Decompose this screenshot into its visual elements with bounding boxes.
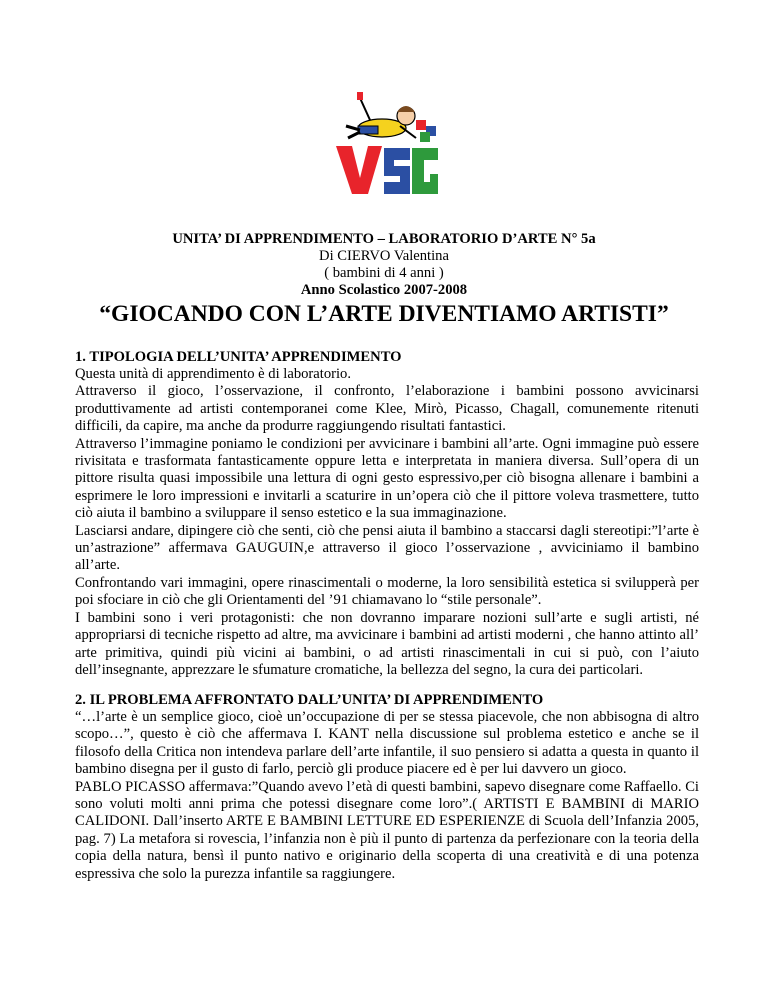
main-title: “GIOCANDO CON L’ARTE DIVENTIAMO ARTISTI” [99, 301, 669, 327]
paragraph: Questa unità di apprendimento è di laboratorio. [75, 366, 351, 382]
paragraph: PABLO PICASSO affermava:”Quando avevo l’età di questi bambini, sapevo disegnare come Raffaello. Ci sono voluti molti anni prima che potessi disegnare come loro”.( ARTISTI E BAMBINI di MARIO CALIDONI. Dall’inserto ARTE E BAMBINI LETTURE ED ESPERIENZE di Scuola dell’Infanzia 2005, pag. 7) La metafora si rovescia, l’infanzia non è più il punto di partenza da perfezionare con la teoria della copia della natura, bensì il punto nativo e originario della scoperta di una creatività e di una potenza espressiva che solo la purezza infantile sa raggiungere. [75, 778, 699, 882]
section-1-body [75, 366, 699, 679]
paragraph: Lasciarsi andare, dipingere ciò che senti, ciò che pensi aiuta il bambino a staccarsi dagli stereotipi:”l’arte è un’astrazione” affermava GAUGUIN,e attraverso il gioco l’osservazione , avviciniamo il bambino all’arte. [75, 522, 699, 574]
paragraph: Attraverso il gioco, l’osservazione, il confronto, l’elaborazione i bambini possono avvicinarsi produttivamente ad artisti contemporanei come Klee, Mirò, Picasso, Chagall, comunemente ritenuti difficili, da capire, ma anche da produrre raggiungendo risultati fantastici. [75, 383, 699, 435]
unit-title: UNITA’ DI APPRENDIMENTO – LABORATORIO D’ARTE N° 5a [172, 231, 596, 247]
paragraph: “…l’arte è un semplice gioco, cioè un’occupazione di per se stessa piacevole, che non abbisogna di altro scopo…”, questo è ciò che affermava I. KANT nella discussione sul problema estetico e anche se il filosofo della Critica non intendeva parlare dell’arte infantile, il suo pensiero si adatta a questa in quanto il bambino disegna per il gusto di farlo, perciò gli produce piacere ed è per lui davvero un gioco. [75, 709, 699, 778]
section-2-body [75, 709, 699, 883]
age-group-line: ( bambini di 4 anni ) [324, 265, 444, 281]
paragraph: I bambini sono i veri protagonisti: che non dovranno imparare nozioni sull’arte e sugli artisti, né appropriarsi di tecniche rispetto ad altre, ma avvicinare i bambini ad artisti moderni , che hanno attinto all’ arte primitiva, quindi più vicini ai bambini, o ad artisti rinascimentali in cui si può, con l’aiuto dell’insegnante, apprezzare le sfumature cromatiche, la bellezza del segno, la cura dei particolari. [75, 609, 699, 678]
section-1-heading: 1. TIPOLOGIA DELL’UNITA’ APPRENDIMENTO [75, 349, 402, 365]
section-2-heading: 2. IL PROBLEMA AFFRONTATO DALL’UNITA’ DI APPRENDIMENTO [75, 692, 544, 708]
child-painting-logo-icon [330, 86, 442, 198]
school-year-line: Anno Scolastico 2007-2008 [300, 282, 468, 298]
paragraph: Confrontando vari immagini, opere rinascimentali o moderne, la loro sensibilità estetica si svilupperà per poi sfociare in ciò che gli Orientamenti del ’91 chiamavano lo “stile personale”. [75, 574, 699, 609]
author-line: Di CIERVO Valentina [319, 248, 449, 264]
paragraph: Attraverso l’immagine poniamo le condizioni per avvicinare i bambini all’arte. Ogni immagine può essere rivisitata e trasformata fantasticamente oppure letta e interpretata in maniera diversa. Sull’opera di un pittore risulta quasi impossibile una lettura di ogni gesto espressivo,per ciò bisogna allenare i bambini a esprimere le loro impressioni e invitarli a scaturire in un’opera ciò che il pittore voleva trasmettere, tutto ciò aiuta il bambino a sviluppare il senso estetico e la sua immaginazione. [75, 435, 699, 522]
